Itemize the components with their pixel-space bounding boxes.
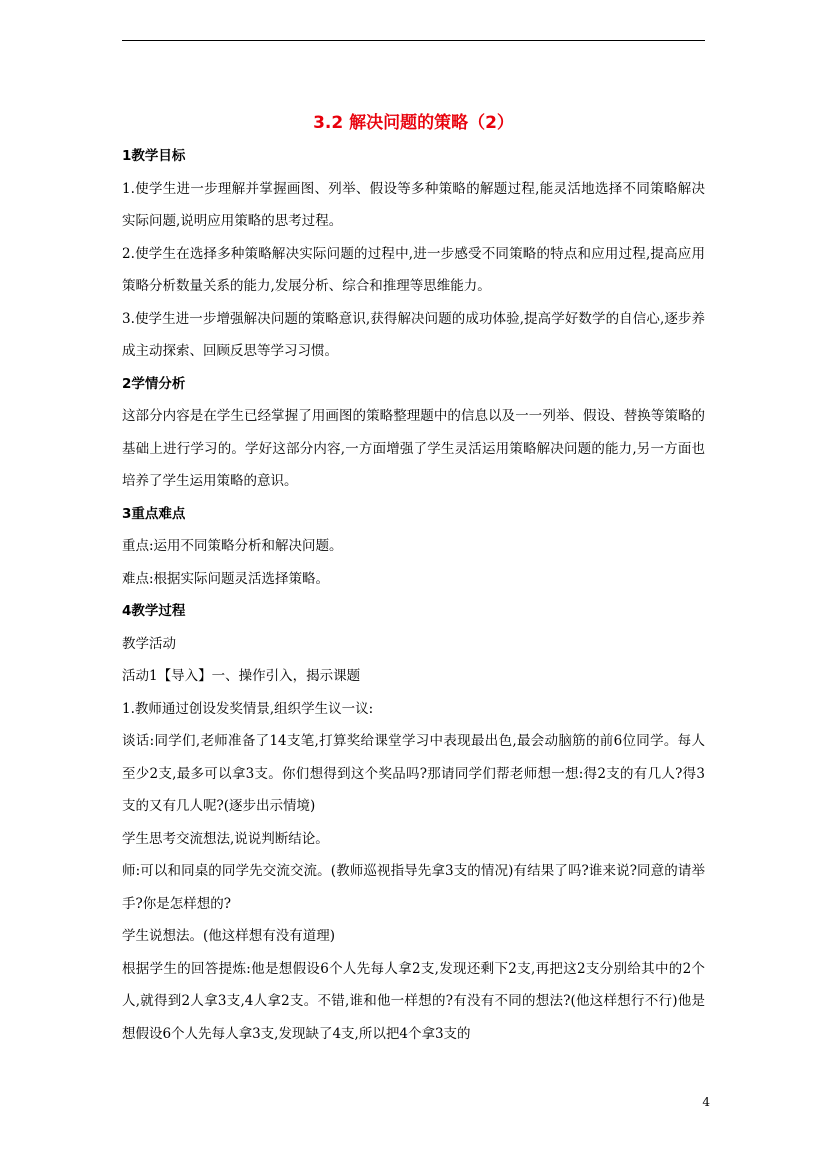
paragraph: 师:可以和同桌的同学先交流交流。(教师巡视指导先拿3支的情况)有结果了吗?谁来说?同意的请举手?你是怎样想的?: [122, 863, 705, 912]
section-key-points: [122, 498, 705, 596]
section-heading: 2学情分析: [122, 375, 186, 392]
paragraph: 1.教师通过创设发奖情景,组织学生议一议:: [122, 700, 374, 717]
document-title: 3.2 解决问题的策略（2）: [313, 113, 514, 133]
paragraph: 这部分内容是在学生已经掌握了用画图的策略整理题中的信息以及一一列举、假设、替换等策略的基础上进行学习的。学好这部分内容,一方面增强了学生灵活运用策略解决问题的能力,另一方面也培养了学生运用策略的意识。: [122, 408, 705, 489]
paragraph: 1.使学生进一步理解并掌握画图、列举、假设等多种策略的解题过程,能灵活地选择不同策略解决实际问题,说明应用策略的思考过程。: [122, 180, 705, 229]
document-body: [122, 106, 705, 1050]
paragraph: 重点:运用不同策略分析和解决问题。: [122, 538, 343, 554]
section-heading: 3重点难点: [122, 505, 186, 522]
paragraph: 学生思考交流想法,说说判断结论。: [122, 830, 329, 847]
paragraph: 学生说想法。(他这样想有没有道理): [122, 928, 336, 944]
section-teaching-goals: [122, 140, 705, 368]
paragraph: 活动1【导入】一、操作引入，揭示课题: [122, 668, 361, 684]
paragraph: 根据学生的回答提炼:他是想假设6个人先每人拿2支,发现还剩下2支,再把这2支分别给其中的2个人,就得到2人拿3支,4人拿2支。不错,谁和他一样想的?有没有不同的想法?(他这样想行不行)他是想假设6个人先每人拿3支,发现缺了4支,所以把4个拿3支的: [122, 960, 705, 1042]
section-heading: 4教学过程: [122, 603, 186, 619]
section-student-analysis: [122, 368, 705, 498]
section-heading: 1教学目标: [122, 148, 186, 164]
page-number: 4: [702, 1095, 710, 1109]
section-teaching-process: [122, 595, 705, 1050]
paragraph: 难点:根据实际问题灵活选择策略。: [122, 570, 330, 587]
paragraph: 2.使学生在选择多种策略解决实际问题的过程中,进一步感受不同策略的特点和应用过程,提高应用策略分析数量关系的能力,发展分析、综合和推理等思维能力。: [122, 245, 705, 294]
header-rule: [122, 40, 705, 41]
paragraph: 教学活动: [122, 635, 176, 652]
paragraph: 3.使学生进一步增强解决问题的策略意识,获得解决问题的成功体验,提高学好数学的自信心,逐步养成主动探索、回顾反思等学习习惯。: [122, 310, 705, 359]
paragraph: 谈话:同学们,老师准备了14支笔,打算奖给课堂学习中表现最出色,最会动脑筋的前6位同学。每人至少2支,最多可以拿3支。你们想得到这个奖品吗?那请同学们帮老师想一想:得2支的有几人?得3支的又有几人呢?(逐步出示情境): [122, 733, 705, 814]
